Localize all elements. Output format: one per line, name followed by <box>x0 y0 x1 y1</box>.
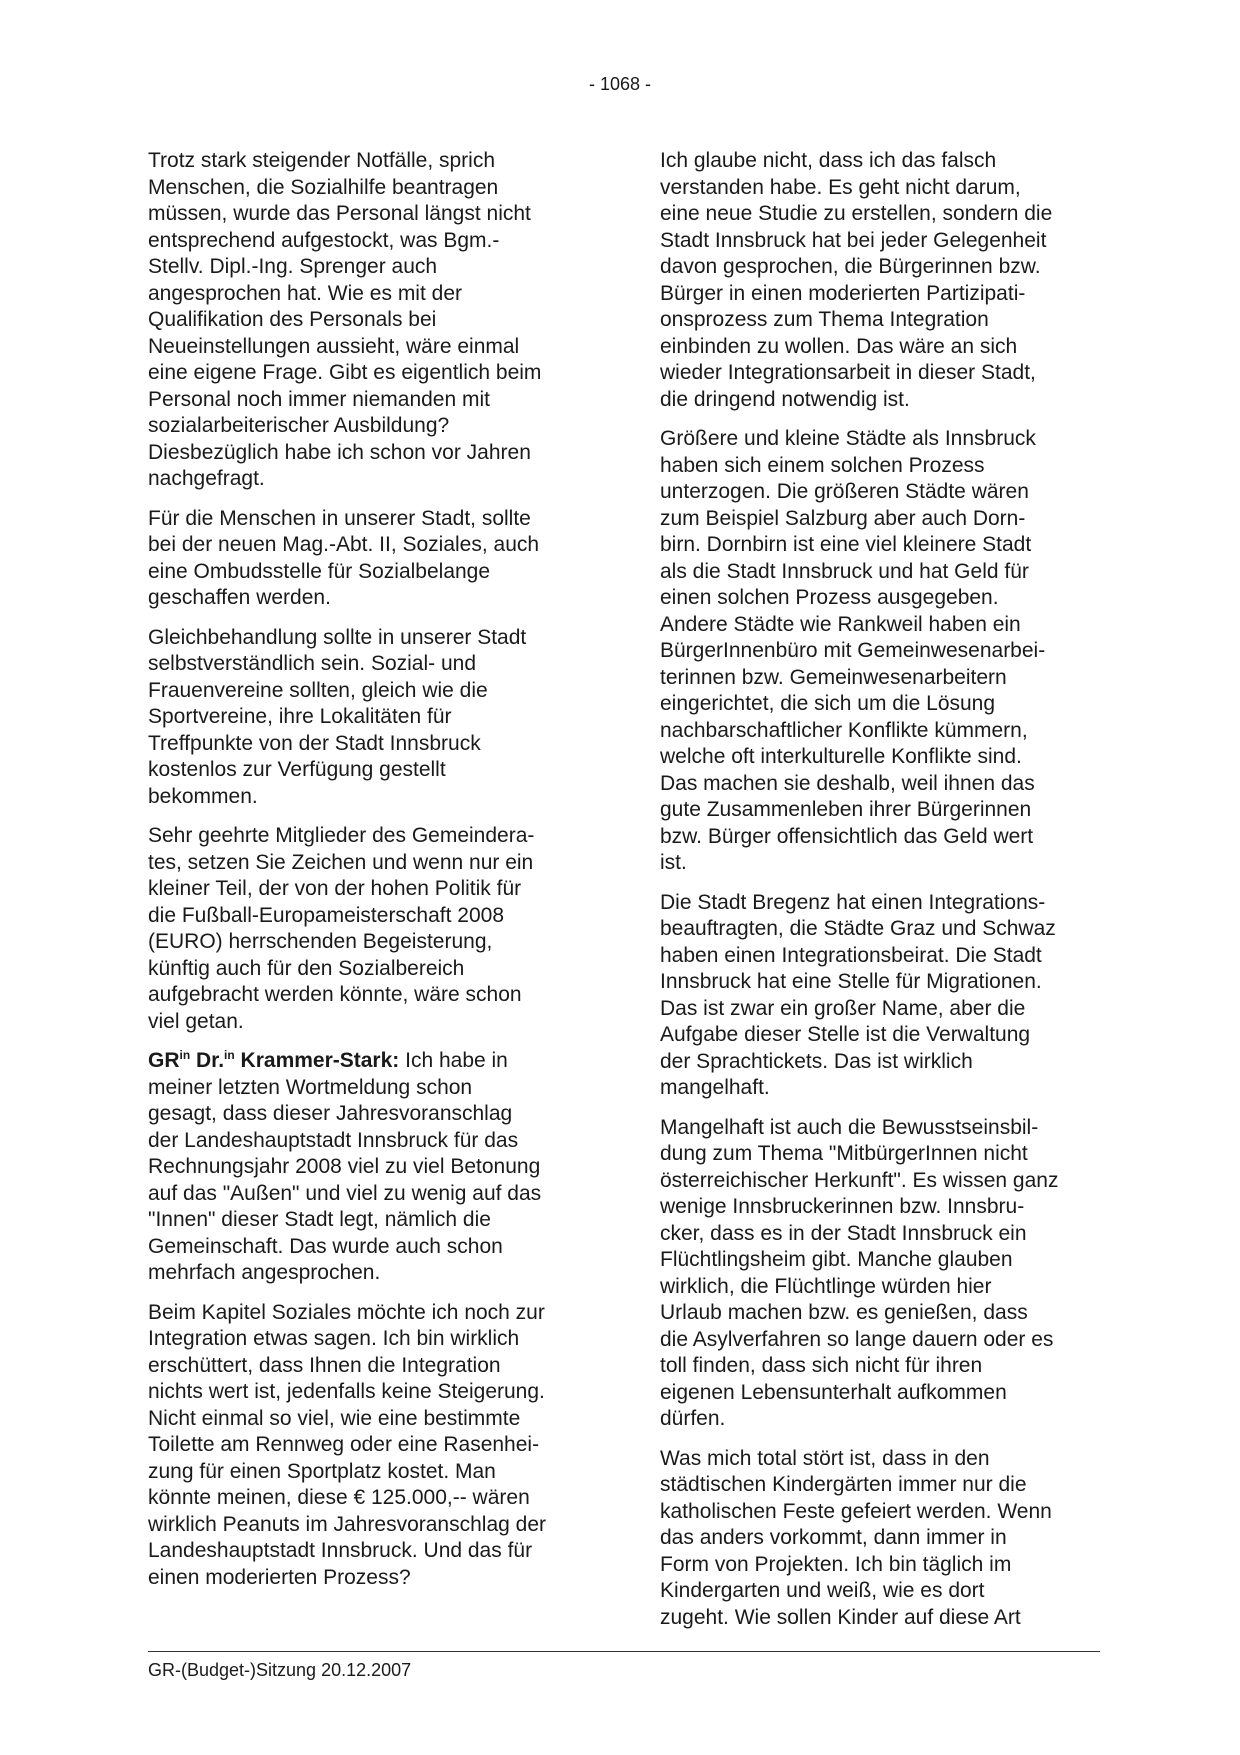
speaker-title-dr: Dr. <box>196 1049 225 1072</box>
footer-divider <box>148 1651 1100 1652</box>
footer-text: GR-(Budget-)Sitzung 20.12.2007 <box>148 1660 412 1680</box>
speaker-name <box>148 1049 399 1072</box>
paragraph: Größere und kleine Städte als Innsbruck haben sich einem solchen Prozess unterzogen. Die größeren Städte wären zum Beispiel Salzburg aber auch Dorn- birn. Dornbirn ist eine viel kleinere Stadt als die Stadt Innsbruck und hat Geld für einen solchen Prozess ausgegeben. Andere Städte wie Rankweil haben ein BürgerInnenbüro mit Gemeinwesenarbei- terinnen bzw. Gemeinwesenarbeitern eingerichtet, die sich um die Lösung nachbarschaftlicher Konflikte kümmern, welche oft interkulturelle Konflikte sind. Das machen sie deshalb, weil ihnen das gute Zusammenleben ihrer Bürgerinnen bzw. Bürger offensichtlich das Geld wert ist. <box>660 427 1046 874</box>
paragraph: Für die Menschen in unserer Stadt, sollte bei der neuen Mag.-Abt. II, Soziales, auch eine Ombudsstelle für Sozialbelange geschaffen werden. <box>148 506 540 609</box>
paragraph: Die Stadt Bregenz hat einen Integrations- beauftragten, die Städte Graz und Schwaz haben einen Integrationsbeirat. Die Stadt Innsbruck hat eine Stelle für Migrationen. Das ist zwar ein großer Name, aber die Aufgabe dieser Stelle ist die Verwaltung der Sprachtickets. Das ist wirklich mangelhaft. <box>660 890 1056 1099</box>
paragraph: Gleichbehandlung sollte in unserer Stadt selbstverständlich sein. Sozial- und Frauenvereine sollten, gleich wie die Sportvereine, ihre Lokalitäten für Treffpunkte von der Stadt Innsbruck kostenlos zur Verfügung gestellt bekommen. <box>148 625 527 808</box>
speaker-title-gr: GR <box>148 1049 180 1072</box>
paragraph: Beim Kapitel Soziales möchte ich noch zur Integration etwas sagen. Ich bin wirklich erschüttert, dass Ihnen die Integration nichts wert ist, jedenfalls keine Steigerung. Nicht einmal so viel, wie eine bestimmte Toilette am Rennweg oder eine Rasenhei- zung für einen Sportplatz kostet. Man könnte meinen, diese € 125.000,-- wären wirklich Peanuts im Jahresvoranschlag der Landeshauptstadt Innsbruck. Und das für einen moderierten Prozess? <box>148 1300 547 1589</box>
page-number: - 1068 - <box>588 74 652 94</box>
speaker-title-dr-sup: in <box>224 1048 235 1062</box>
paragraph: Trotz stark steigender Notfälle, sprich Menschen, die Sozialhilfe beantragen müssen, wurde das Personal längst nicht entsprechend aufgestockt, was Bgm.- Stellv. Dipl.-Ing. Sprenger auch angesprochen hat. Wie es mit der Qualifikation des Personals bei Neueinstellungen aussieht, wäre einmal eine eigene Frage. Gibt es eigentlich beim Personal noch immer niemanden mit sozialarbeiterischer Ausbildung? Diesbezüglich habe ich schon vor Jahren nachgefragt. <box>148 149 542 490</box>
right-column <box>660 148 1100 1644</box>
paragraph: Ich glaube nicht, dass ich das falsch verstanden habe. Es geht nicht darum, eine neue Studie zu erstellen, sondern die Stadt Innsbruck hat bei jeder Gelegenheit davon gesprochen, die Bürgerinnen bzw. Bürger in einen moderierten Partizipati- onsprozess zum Thema Integration einbinden zu wollen. Das wäre an sich wieder Integrationsarbeit in dieser Stadt, die dringend notwendig ist. <box>660 149 1053 411</box>
paragraph: Was mich total stört ist, dass in den städtischen Kindergärten immer nur die katholischen Feste gefeiert werden. Wenn das anders vorkommt, dann immer in Form von Projekten. Ich bin täglich im Kindergarten und weiß, wie es dort zugeht. Wie sollen Kinder auf diese Art <box>660 1446 1052 1629</box>
speaker-text: Ich habe in meiner letzten Wortmeldung schon gesagt, dass dieser Jahresvoranschlag der Landeshauptstadt Innsbruck für das Rechnungsjahr 2008 viel zu viel Betonung auf das "Außen" und viel zu wenig auf das "Innen" dieser Stadt legt, nämlich die Gemeinschaft. Das wurde auch schon mehrfach angesprochen. <box>148 1049 542 1284</box>
speaker-title-gr-sup: in <box>179 1048 191 1062</box>
paragraph: Sehr geehrte Mitglieder des Gemeindera- tes, setzen Sie Zeichen und wenn nur ein kleiner Teil, der von der hohen Politik für die Fußball-Europameisterschaft 2008 (EURO) herrschenden Begeisterung, künftig auch für den Sozialbereich aufgebracht werden könnte, wäre schon viel getan. <box>148 824 535 1033</box>
left-column <box>148 148 588 1604</box>
speaker-surname: Krammer-Stark: <box>240 1049 400 1072</box>
paragraph: Mangelhaft ist auch die Bewusstseinsbil- dung zum Thema "MitbürgerInnen nicht österreichischer Herkunft". Es wissen ganz wenige Innsbruckerinnen bzw. Innsbru- cker, dass es in der Stadt Innsbruck ein Flüchtlingsheim gibt. Manche glauben wirklich, die Flüchtlinge würden hier Urlaub machen bzw. es genießen, dass die Asylverfahren so lange dauern oder es toll finden, dass sich nicht für ihren eigenen Lebensunterhalt aufkommen dürfen. <box>660 1115 1059 1430</box>
speaker-paragraph <box>148 1048 588 1287</box>
